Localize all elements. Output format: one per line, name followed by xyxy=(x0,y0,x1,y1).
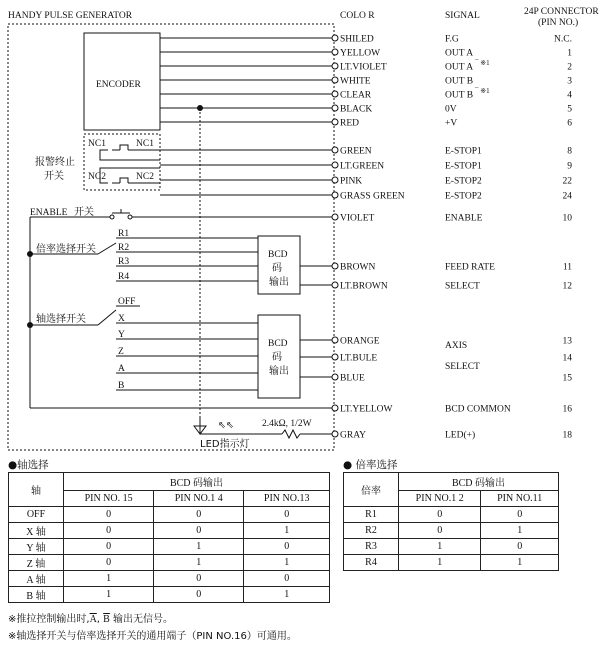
wire-color: LT.VIOLET xyxy=(340,62,387,73)
rate-table-col: PIN NO.11 xyxy=(481,491,559,507)
wire-color: CLEAR xyxy=(340,90,372,101)
cell: 1 xyxy=(64,571,154,587)
pin-number: N.C. xyxy=(554,34,572,45)
cell: 0 xyxy=(154,523,244,539)
pin-number: 3 xyxy=(567,76,572,87)
estop-label-line2: 开关 xyxy=(44,171,64,182)
axis-switch-label: 轴选择开关 xyxy=(36,314,86,325)
connector-terminals xyxy=(332,35,338,437)
cell: 0 xyxy=(399,523,481,539)
connector-terminal xyxy=(332,35,338,41)
connector-terminal xyxy=(332,63,338,69)
table-row xyxy=(9,571,330,587)
cell: 0 xyxy=(154,571,244,587)
bcd2-line1: BCD xyxy=(268,339,288,349)
signal-name: E-STOP2 xyxy=(445,176,482,187)
encoder-label: ENCODER xyxy=(96,80,141,90)
connector-terminal xyxy=(332,105,338,111)
nc1-left: NC1 xyxy=(88,139,106,149)
axis-table-group-header: BCD 码输出 xyxy=(64,473,330,491)
nc2-right: NC2 xyxy=(136,172,154,182)
cell: 1 xyxy=(154,539,244,555)
cell: 0 xyxy=(64,555,154,571)
connector-header-pin: (PIN NO.) xyxy=(538,18,579,28)
table-row xyxy=(9,555,330,571)
signal-name: E-STOP1 xyxy=(445,146,482,157)
cell: 1 xyxy=(481,523,559,539)
connector-terminal xyxy=(332,354,338,360)
estop-contacts xyxy=(100,145,333,195)
rate-pos-r1: R1 xyxy=(118,229,130,239)
connector-terminal xyxy=(332,192,338,198)
wire-color: LT.GREEN xyxy=(340,161,385,172)
row-label: R3 xyxy=(344,539,399,555)
wire-color: LT.YELLOW xyxy=(340,404,393,415)
signal-name: OUT A xyxy=(445,62,474,73)
row-label: R1 xyxy=(344,507,399,523)
signal-name: E-STOP2 xyxy=(445,191,482,202)
note-1-a: $\overline{A}$ xyxy=(89,614,97,625)
connector-terminal xyxy=(332,337,338,343)
note-1-pre: ※推拉控制输出时, xyxy=(8,614,90,625)
wire-color: GRAY xyxy=(340,430,367,441)
enable-switch-label: 开关 xyxy=(74,207,94,218)
signal-name: +V xyxy=(445,118,458,129)
table-row xyxy=(344,523,559,539)
rate-select-table xyxy=(343,472,559,571)
pin-number: 9 xyxy=(567,161,572,172)
cell: 1 xyxy=(399,555,481,571)
signal-name: F.G xyxy=(445,34,459,45)
row-label: R4 xyxy=(344,555,399,571)
table-row xyxy=(9,587,330,603)
cell: 1 xyxy=(244,587,330,603)
wire-color: BLUE xyxy=(340,373,365,384)
axis-select-table xyxy=(8,472,330,603)
estop-label: 报警终止 xyxy=(35,157,75,168)
axis-pos-x: X xyxy=(118,314,125,324)
cell: 0 xyxy=(399,507,481,523)
cell: 0 xyxy=(481,507,559,523)
note-1-sep: , xyxy=(96,614,104,625)
pin-number: 6 xyxy=(567,118,572,129)
rate-pos-r4: R4 xyxy=(118,272,130,282)
wire-color: BROWN xyxy=(340,262,376,273)
table-row xyxy=(9,539,330,555)
cell: 1 xyxy=(399,539,481,555)
note-1-b: $\overline{B}$ xyxy=(103,614,110,625)
bcd2-line3: 输出 xyxy=(269,366,289,377)
pin-number: 8 xyxy=(567,146,572,157)
row-label: OFF xyxy=(9,507,64,523)
connector-terminal xyxy=(332,214,338,220)
cell: 0 xyxy=(244,507,330,523)
note-2: ※轴选择开关与倍率选择开关的通用端子（PIN NO.16）可通用。 xyxy=(8,631,297,642)
connector-terminal xyxy=(332,431,338,437)
rate-switch-label: 倍率选择开关 xyxy=(36,244,96,255)
connector-terminal xyxy=(332,119,338,125)
pin-number: 15 xyxy=(562,373,572,384)
signal-name: BCD COMMON xyxy=(445,404,511,415)
axis-table-row-header: 轴 xyxy=(9,473,64,507)
rate-table-title: ● 倍率选择 xyxy=(343,459,398,471)
pin-number: 18 xyxy=(562,430,572,441)
signal-name: ENABLE xyxy=(445,213,483,224)
pin-number: 24 xyxy=(562,191,572,202)
signal-note-marker: ¯ ※1 xyxy=(475,59,490,67)
connector-terminal xyxy=(332,77,338,83)
bcd1-line3: 输出 xyxy=(269,277,289,288)
signal-name: LED(+) xyxy=(445,430,476,441)
connector-terminal xyxy=(332,147,338,153)
connector-rows xyxy=(340,35,572,441)
nc2-left: NC2 xyxy=(88,172,106,182)
note-1-post: 输出无信号。 xyxy=(109,614,174,625)
axis-pos-a: A xyxy=(118,364,125,374)
signal-name: OUT B xyxy=(445,76,474,87)
diagram-title: HANDY PULSE GENERATOR xyxy=(8,11,133,21)
cell: 1 xyxy=(244,523,330,539)
wire-color: RED xyxy=(340,118,359,129)
row-label: A 轴 xyxy=(9,571,64,587)
connector-terminal xyxy=(332,162,338,168)
bcd1-line1: BCD xyxy=(268,250,288,260)
table-row xyxy=(344,539,559,555)
pin-number: 4 xyxy=(567,90,572,101)
row-label: Y 轴 xyxy=(9,539,64,555)
row-label: X 轴 xyxy=(9,523,64,539)
axis-table-col: PIN NO.13 xyxy=(244,491,330,507)
cell: 1 xyxy=(244,555,330,571)
connector-terminal xyxy=(332,282,338,288)
wire-color: WHITE xyxy=(340,76,371,87)
note-1 xyxy=(8,610,173,625)
table-row xyxy=(344,507,559,523)
wire-color: VIOLET xyxy=(340,213,375,224)
rate-table-row-header: 倍率 xyxy=(344,473,399,507)
wire-color: LT.BROWN xyxy=(340,281,388,292)
cell: 0 xyxy=(154,587,244,603)
axis-table-title: ●轴选择 xyxy=(8,459,49,471)
row-label: Z 轴 xyxy=(9,555,64,571)
wire-color: BLACK xyxy=(340,104,373,115)
signal-name: OUT A xyxy=(445,48,474,59)
rate-pos-r2: R2 xyxy=(118,243,130,253)
wire-color: YELLOW xyxy=(340,48,381,59)
color-column-header: COLO R xyxy=(340,11,375,21)
axis-table-col: PIN NO. 15 xyxy=(64,491,154,507)
row-label: B 轴 xyxy=(9,587,64,603)
resistor-label: 2.4kΩ, 1/2W xyxy=(262,419,312,429)
cell: 0 xyxy=(154,507,244,523)
row-label: R2 xyxy=(344,523,399,539)
signal-note-marker: ¯ ※1 xyxy=(475,87,490,95)
axis-table-col: PIN NO.1 4 xyxy=(154,491,244,507)
signal-name: OUT B xyxy=(445,90,474,101)
wire-color: GREEN xyxy=(340,146,372,157)
rate-table-group-header: BCD 码输出 xyxy=(399,473,559,491)
connector-terminal xyxy=(332,91,338,97)
signal-name: 0V xyxy=(445,104,457,115)
encoder-wires xyxy=(160,38,333,122)
pin-number: 13 xyxy=(562,336,572,347)
signal-name: SELECT xyxy=(445,281,480,292)
wire-color: ORANGE xyxy=(340,336,380,347)
cell: 0 xyxy=(64,523,154,539)
axis-signal-line2: SELECT xyxy=(445,362,480,372)
cell: 1 xyxy=(64,587,154,603)
axis-pos-b: B xyxy=(118,381,125,391)
axis-pos-y: Y xyxy=(118,330,125,340)
cell: 0 xyxy=(244,571,330,587)
signal-name: E-STOP1 xyxy=(445,161,482,172)
wire-color: GRASS GREEN xyxy=(340,191,405,202)
bcd1-line2: 码 xyxy=(272,263,282,274)
pin-number: 12 xyxy=(562,281,572,292)
wire-color: LT.BULE xyxy=(340,353,378,364)
table-row xyxy=(9,507,330,523)
cell: 0 xyxy=(64,507,154,523)
led-label: LED指示灯 xyxy=(200,439,250,450)
cell: 1 xyxy=(154,555,244,571)
wire-color: SHILED xyxy=(340,34,374,45)
pin-number: 11 xyxy=(562,262,572,273)
pin-number: 16 xyxy=(562,404,572,415)
axis-pos-off: OFF xyxy=(118,297,136,307)
cell: 1 xyxy=(481,555,559,571)
connector-terminal xyxy=(332,177,338,183)
pin-number: 10 xyxy=(562,213,572,224)
enable-label: ENABLE xyxy=(30,208,68,218)
connector-terminal xyxy=(332,374,338,380)
connector-terminal xyxy=(332,49,338,55)
connector-header: 24P CONNECTOR xyxy=(524,7,599,17)
pin-number: 2 xyxy=(567,62,572,73)
connector-terminal xyxy=(332,263,338,269)
cell: 0 xyxy=(244,539,330,555)
led-emission-icon: ⇖⇖ xyxy=(218,421,234,431)
pin-number: 1 xyxy=(567,48,572,59)
signal-column-header: SIGNAL xyxy=(445,11,480,21)
rate-pos-r3: R3 xyxy=(118,257,130,267)
rate-table-col: PIN NO.1 2 xyxy=(399,491,481,507)
nc1-right: NC1 xyxy=(136,139,154,149)
signal-name: FEED RATE xyxy=(445,262,495,273)
pin-number: 14 xyxy=(562,353,572,364)
pin-number: 22 xyxy=(562,176,572,187)
wire-color: PINK xyxy=(340,176,363,187)
bcd2-line2: 码 xyxy=(272,352,282,363)
cell: 0 xyxy=(481,539,559,555)
table-row xyxy=(9,523,330,539)
pin-number: 5 xyxy=(567,104,572,115)
table-row xyxy=(344,555,559,571)
axis-pos-z: Z xyxy=(118,347,124,357)
connector-terminal xyxy=(332,405,338,411)
axis-signal-line1: AXIS xyxy=(445,341,468,351)
cell: 0 xyxy=(64,539,154,555)
